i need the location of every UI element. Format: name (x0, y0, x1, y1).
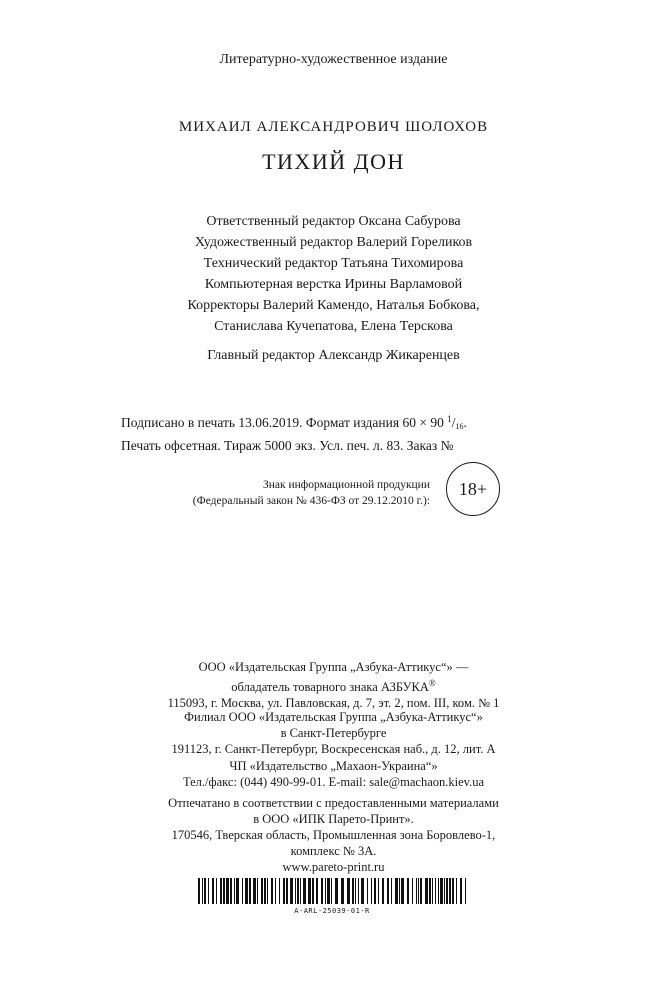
trademark-text: обладатель товарного знака АЗБУКА (231, 680, 429, 694)
ukraine-line: Тел./факс: (044) 490-99-01. E-mail: sale@machaon.kiev.ua (182, 775, 485, 789)
credit-line: Технический редактор Татьяна Тихомирова (203, 256, 464, 271)
printer-line: 170546, Тверская область, Промышленная зона Боровлево-1, (171, 828, 496, 842)
print-line-1: Подписано в печать 13.06.2019. Формат издания 60 × 90 (121, 415, 444, 430)
barcode-icon (198, 878, 466, 904)
credit-line: Компьютерная верстка Ирины Варламовой (204, 277, 463, 292)
branch-block (0, 709, 667, 757)
printer-url: www.pareto-print.ru (282, 860, 385, 874)
credit-line: Ответственный редактор Оксана Сабурова (206, 214, 461, 229)
publisher-line: ООО «Издательская Группа „Азбука-Аттикус“» — (198, 660, 469, 674)
ukraine-line: ЧП «Издательство „Махаон-Украина“» (229, 759, 438, 773)
print-line-2: Печать офсетная. Тираж 5000 экз. Усл. печ. л. 83. Заказ № (121, 438, 454, 453)
publisher-line (0, 675, 667, 695)
credit-line: Художественный редактор Валерий Гореликов (194, 235, 473, 250)
fraction-numerator: 1 (447, 414, 452, 424)
printer-block (0, 795, 667, 875)
book-title: ТИХИЙ ДОН (262, 149, 405, 174)
publisher-line: 115093, г. Москва, ул. Павловская, д. 7, эт. 2, пом. III, ком. № 1 (167, 696, 500, 710)
credits-block (0, 211, 667, 337)
registered-mark: ® (428, 678, 436, 688)
printer-line: в ООО «ИПК Парето-Принт». (253, 812, 414, 826)
printer-line: Отпечатано в соответствии с предоставленными материалами (168, 796, 499, 810)
edition-genre: Литературно-художественное издание (219, 52, 448, 67)
barcode-text: A-ARL-25039-01-R (294, 907, 370, 915)
credit-line: Корректоры Валерий Камендо, Наталья Бобкова, (187, 298, 480, 313)
branch-line: Филиал ООО «Издательская Группа „Азбука-Аттикус“» (184, 710, 483, 724)
publisher-block (0, 659, 667, 711)
fraction-denominator: 16 (455, 422, 464, 431)
print-info (121, 410, 467, 455)
info-sign-line-2: (Федеральный закон № 436-ФЗ от 29.12.2010 г.): (192, 495, 430, 507)
printer-line: комплекс № 3А. (290, 844, 377, 858)
age-rating-badge: 18+ (446, 462, 500, 516)
branch-line: 191123, г. Санкт-Петербург, Воскресенская наб., д. 12, лит. А (171, 742, 496, 756)
author-name: МИХАИЛ АЛЕКСАНДРОВИЧ ШОЛОХОВ (178, 119, 489, 135)
credit-line: Станислава Кучепатова, Елена Терскова (214, 319, 453, 334)
info-sign-text (160, 477, 430, 509)
format-fraction: $^1/_{16}$. (447, 414, 467, 431)
info-sign-line-1: Знак информационной продукции (263, 479, 430, 491)
ukraine-block (0, 758, 667, 790)
branch-line: в Санкт-Петербурге (280, 726, 387, 740)
chief-editor: Главный редактор Александр Жикаренцев (207, 348, 460, 363)
